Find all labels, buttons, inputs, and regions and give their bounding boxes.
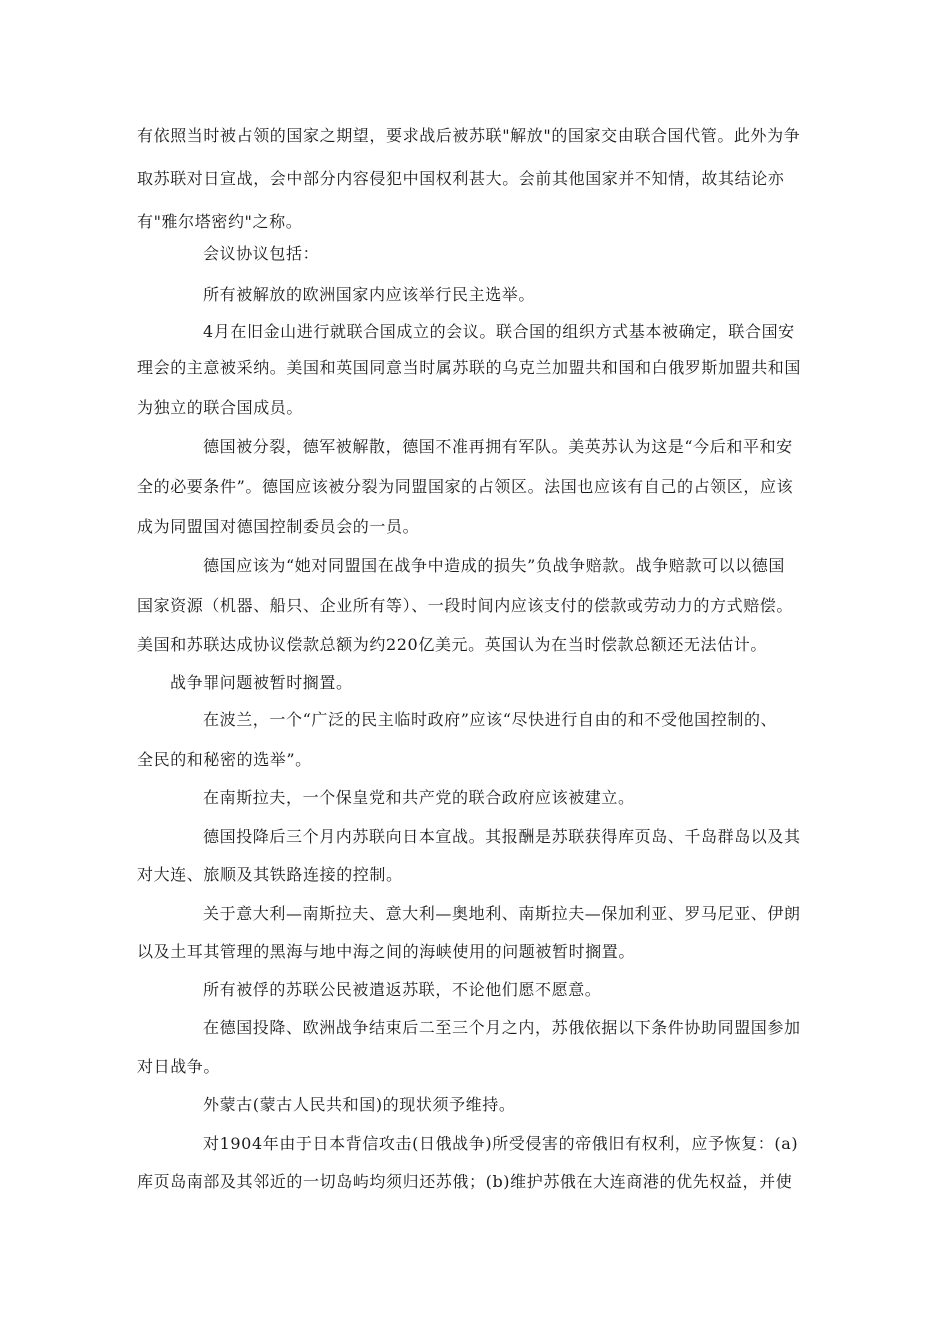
paragraph-line: 理会的主意被采纳。美国和英国同意当时属苏联的乌克兰加盟共和国和白俄罗斯加盟共和国	[137, 358, 802, 377]
paragraph-line: 为独立的联合国成员。	[137, 398, 304, 417]
paragraph-line: 所有被俘的苏联公民被遣返苏联，不论他们愿不愿意。	[203, 980, 602, 999]
paragraph-line: 对日战争。	[137, 1057, 221, 1076]
paragraph-line: 4月在旧金山进行就联合国成立的会议。联合国的组织方式基本被确定，联合国安	[203, 322, 795, 341]
paragraph-line: 在德国投降、欧洲战争结束后二至三个月之内，苏俄依据以下条件协助同盟国参加	[203, 1018, 801, 1037]
paragraph-line: 会议协议包括：	[203, 244, 320, 263]
paragraph-line: 成为同盟国对德国控制委员会的一员。	[137, 517, 420, 536]
paragraph-line: 德国被分裂，德军被解散，德国不准再拥有军队。美英苏认为这是“今后和平和安	[203, 437, 793, 456]
paragraph-line: 外蒙古(蒙古人民共和国)的现状须予维持。	[203, 1095, 516, 1114]
paragraph-line: 国家资源（机器、船只、企业所有等）、一段时间内应该支付的偿款或劳动力的方式赔偿。	[137, 596, 794, 615]
paragraph-line: 关于意大利—南斯拉夫、意大利—奥地利、南斯拉夫—保加利亚、罗马尼亚、伊朗	[203, 904, 801, 923]
paragraph-line: 以及土耳其管理的黑海与地中海之间的海峡使用的问题被暂时搁置。	[137, 942, 636, 961]
paragraph-line: 取苏联对日宣战，会中部分内容侵犯中国权利甚大。会前其他国家并不知情，故其结论亦	[137, 169, 785, 188]
paragraph-line: 所有被解放的欧洲国家内应该举行民主选举。	[203, 285, 536, 304]
paragraph-line: 有依照当时被占领的国家之期望，要求战后被苏联"解放"的国家交由联合国代管。此外为争	[137, 126, 801, 145]
paragraph-line: 有"雅尔塔密约"之称。	[137, 212, 303, 231]
paragraph-line: 战争罪问题被暂时搁置。	[170, 673, 353, 692]
paragraph-line: 对大连、旅顺及其铁路连接的控制。	[137, 865, 403, 884]
paragraph-line: 库页岛南部及其邻近的一切岛屿均须归还苏俄；(b)维护苏俄在大连商港的优先权益，并使	[137, 1172, 793, 1191]
paragraph-line: 美国和苏联达成协议偿款总额为约220亿美元。英国认为在当时偿款总额还无法估计。	[137, 635, 767, 654]
paragraph-line: 全民的和秘密的选举”。	[137, 750, 312, 769]
paragraph-line: 在南斯拉夫，一个保皇党和共产党的联合政府应该被建立。	[203, 788, 635, 807]
paragraph-line: 德国投降后三个月内苏联向日本宣战。其报酬是苏联获得库页岛、千岛群岛以及其	[203, 827, 801, 846]
paragraph-line: 对1904年由于日本背信攻击(日俄战争)所受侵害的帝俄旧有权利，应予恢复：(a)	[203, 1134, 799, 1153]
paragraph-line: 全的必要条件”。德国应该被分裂为同盟国家的占领区。法国也应该有自己的占领区，应该	[137, 477, 794, 496]
paragraph-line: 德国应该为“她对同盟国在战争中造成的损失”负战争赔款。战争赔款可以以德国	[203, 556, 785, 575]
paragraph-line: 在波兰，一个“广泛的民主临时政府”应该“尽快进行自由的和不受他国控制的、	[203, 710, 778, 729]
